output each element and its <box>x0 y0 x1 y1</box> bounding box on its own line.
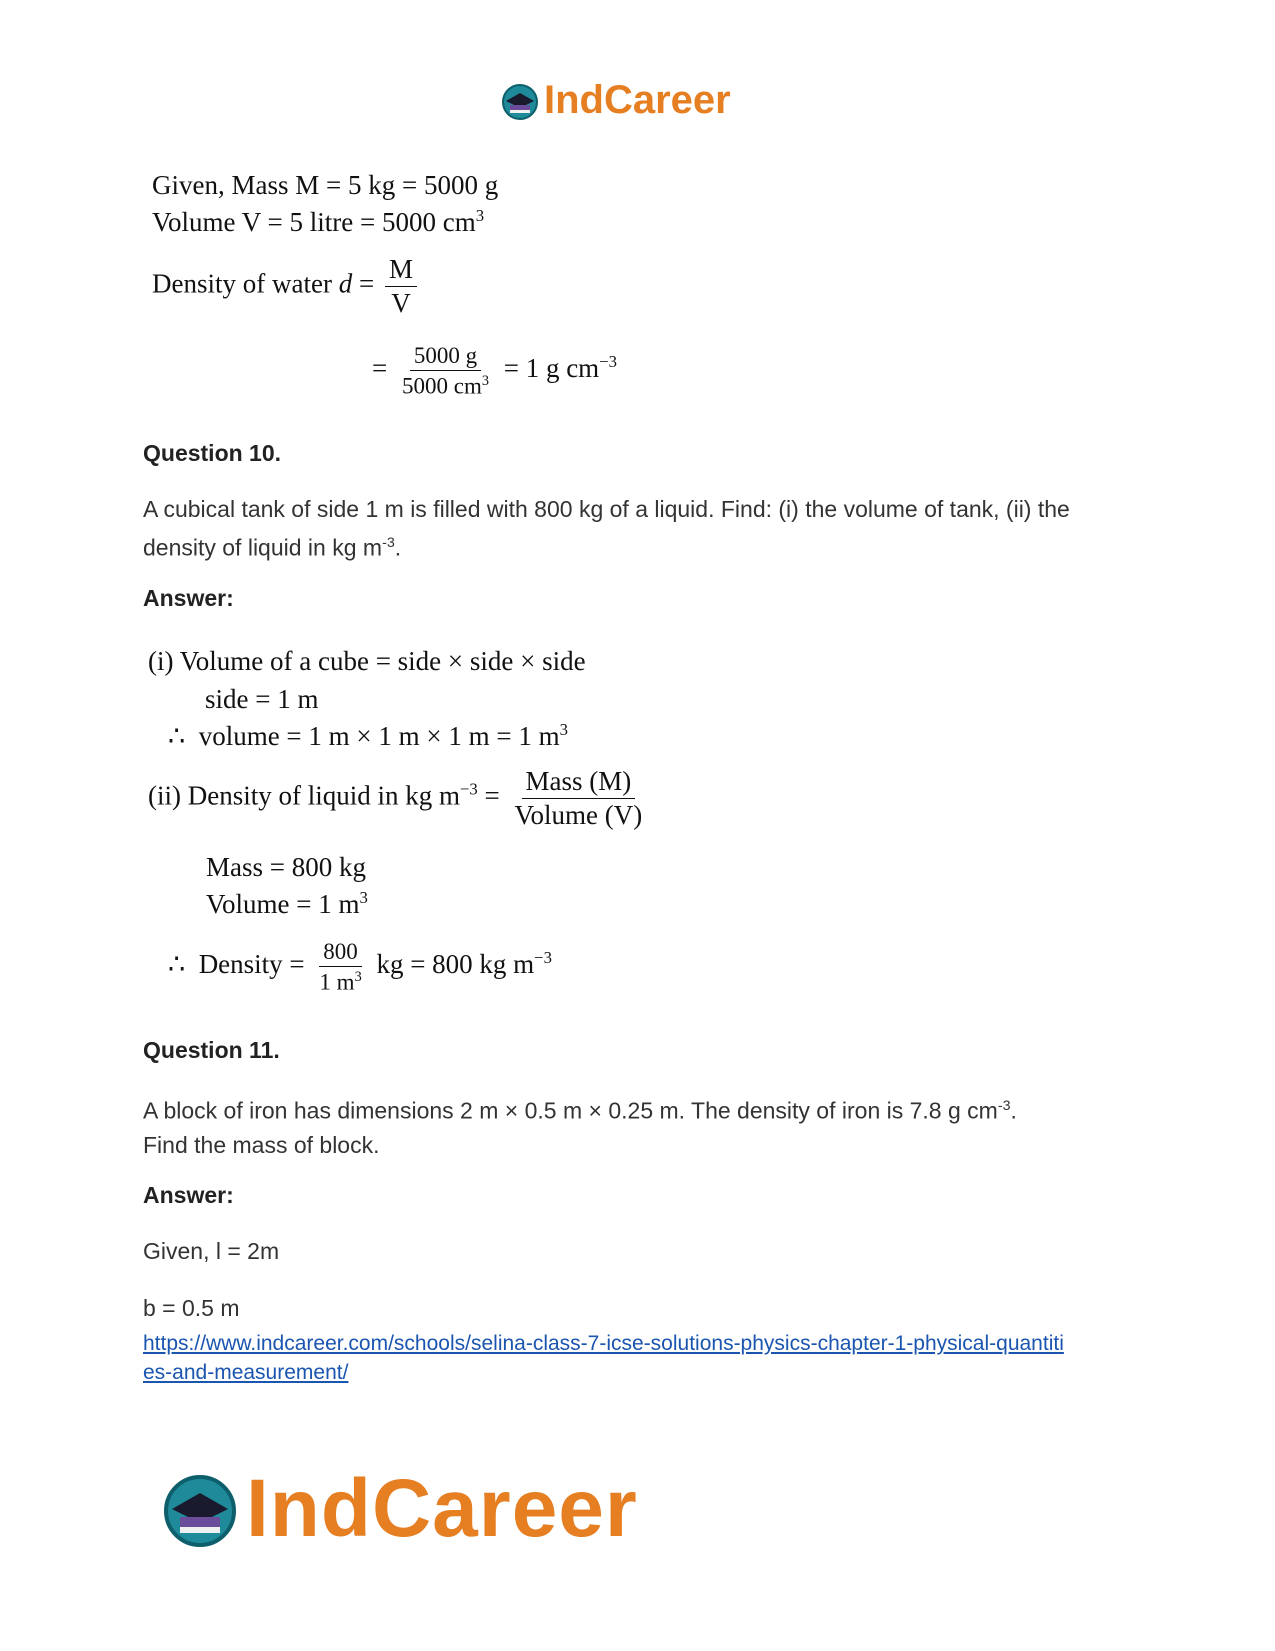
given-volume-line: Volume V = 5 litre = 5000 $cm^3$ <box>152 206 485 237</box>
globe-graduation-icon <box>160 1469 240 1549</box>
question-10-text: A cubical tank of side 1 m is filled with 800 kg of a liquid. Find: (i) the volume of tank, (ii) the density of liquid in kg $m^{-3}$. <box>143 496 1070 561</box>
q10-density-result: ∴ Density = $\frac{800}{1 m^3}$ kg = 800 kg $m^{-3}$ <box>168 939 552 995</box>
q10-density-formula: (ii) Density of liquid in kg $m^{-3}$ = $\frac{\text{Mass (M)}}{\text{Volume (V)}}$ <box>148 768 650 829</box>
q10-volume-formula: (i) Volume of a cube = side × side × side <box>148 646 586 676</box>
source-url-link[interactable]: https://www.indcareer.com/schools/selina-class-7-icse-solutions-physics-chapter-1-physical-quantities-and-measurement/ <box>143 1332 1064 1384</box>
density-formula: Density of water d = $\frac{M}{V}$ <box>152 256 421 317</box>
density-value-fraction: $\frac{800}{1 m^3}$ <box>319 939 362 995</box>
given-length-line: Given, l = 2m <box>143 1238 280 1264</box>
q10-mass-line: Mass = 800 kg <box>206 852 366 882</box>
q10-side-line: side = 1 m <box>205 684 319 714</box>
question-11-heading: Question 11. <box>143 1037 280 1063</box>
indcareer-logo-top <box>500 78 731 123</box>
mass-over-volume-fraction: $\frac{\text{Mass (M)}}{\text{Volume (V)}}$ <box>514 766 643 830</box>
question-10-answer-label: Answer: <box>143 585 234 611</box>
question-11-text: A block of iron has dimensions 2 m × 0.5 m × 0.25 m. The density of iron is 7.8 g $cm^{-3}$. Find the mass of block. <box>143 1097 1017 1158</box>
density-fraction: $\frac{5000 g}{5000 cm^3}$ <box>401 343 489 399</box>
question-11-answer-label: Answer: <box>143 1182 234 1208</box>
brand-name: IndCareer <box>246 1463 638 1554</box>
q10-volume-result: ∴ volume = 1 m × 1 m × 1 m = 1 $m^3$ <box>168 720 568 751</box>
given-mass-line: Given, Mass M = 5 kg = 5000 g <box>152 170 499 200</box>
m-over-v-fraction: $\frac{M}{V}$ <box>385 256 417 317</box>
brand-name: IndCareer <box>544 78 731 122</box>
given-breadth-line: b = 0.5 m <box>143 1295 240 1321</box>
q10-volume-line: Volume = 1 $m^3$ <box>206 888 368 919</box>
globe-graduation-icon <box>500 81 540 121</box>
question-10-heading: Question 10. <box>143 440 282 466</box>
density-calculation: = $\frac{5000 g}{5000 cm^3}$ = 1 g $cm^{-3}$ <box>372 343 617 399</box>
indcareer-logo-bottom <box>160 1462 638 1556</box>
